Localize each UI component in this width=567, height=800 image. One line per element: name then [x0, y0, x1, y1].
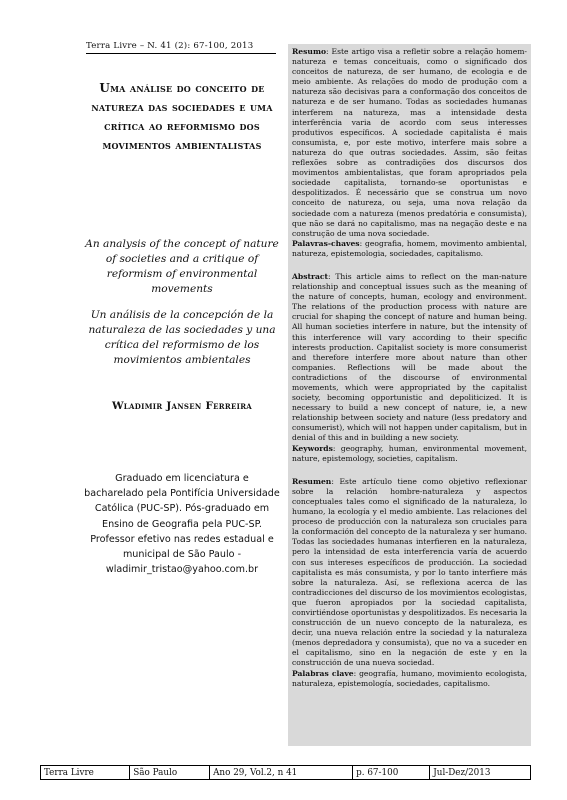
abstract-en-label: Abstract [292, 271, 329, 281]
title-spanish: Un análisis de la concepción de la naturaleza de las sociedades y una crítica del reformismo de los movimientos ambientales [88, 309, 276, 366]
keywords-portuguese [292, 239, 527, 259]
keywords-es-text: : geografía, humano, movimiento ecologista, naturaleza, epistemología, sociedades, capitalismo. [292, 668, 527, 688]
footer-citation-table [40, 765, 531, 780]
keywords-es-label: Palabras clave [292, 668, 354, 678]
author-affiliation: Graduado em licenciatura e bacharelado pela Pontifícia Universidade Católica (PUC-SP). Pós-graduado em Ensino de Geografia pela PUC-SP. Professor efetivo nas redes estadual e municipal de São Paulo - wladimir_tristao@yahoo.com.br [84, 473, 280, 576]
abstract-spanish [292, 477, 527, 669]
footer-pages: p. 67-100 [353, 766, 430, 780]
abstract-english [292, 272, 527, 444]
journal-header: Terra Livre – N. 41 (2): 67-100, 2013 [86, 41, 254, 51]
abstract-es-label: Resumen [292, 476, 332, 486]
keywords-pt-text: : geografia, homem, movimento ambiental, natureza, epistemologia, sociedades, capitalismo. [292, 238, 527, 258]
footer-date: Jul-Dez/2013 [430, 766, 531, 780]
abstract-portuguese [292, 47, 527, 239]
footer-journal: Terra Livre [41, 766, 130, 780]
keywords-spanish [292, 669, 527, 689]
footer-row [41, 766, 531, 780]
keywords-english [292, 444, 527, 464]
footer-city: São Paulo [130, 766, 210, 780]
author-name: Wladimir Jansen Ferreira [111, 400, 253, 412]
abstract-en-text: : This article aims to reflect on the man-nature relationship and conceptual issues such as the meaning of the nature of concepts, human, ecology and environment. The relations of the production process with nature are crucial for shaping the concept of nature and human being. All human societies interfere in nature, but the intensity of this interference will vary according to their specific interests production. Capitalist society is more consumerist and therefore interfere more about nature than other companies. Reflections will be made about the contradictions of the discourse of environmental movements, which were appropriated by the capitalist society, becoming opportunistic and depoliticized. It is necessary to build a new concept of nature, ie, a new relationship between society and nature (less predatory and consumerist), which will not happen under capitalism, but in denial of this and in building a new society. [292, 271, 527, 443]
footer-volume: Ano 29, Vol.2, n 41 [210, 766, 353, 780]
abstract-pt-text: : Este artigo visa a refletir sobre a relação homem-natureza e temas conceituais, como o significado dos conceitos de natureza, de ser humano, de ecologia e de meio ambiente. As relações do modo de produção com a natureza são decisivas para a conformação dos conceitos de natureza e de ser humano. Todas as sociedades humanas interferem na natureza, mas a intensidade desta interferência varia de acordo com seus interesses produtivos específicos. A sociedade capitalista é mais consumista, e, por este motivo, interfere mais sobre a natureza do que outras sociedades. Assim, são feitas reflexões sobre as contradições dos discursos dos movimentos ambientalistas, que foram apropriados pela sociedade capitalista, tornando-se oportunistas e despolitizados. É necessário que se construa um novo conceito de natureza, ou seja, uma nova relação da sociedade com a natureza (menos predatória e consumista), que não se dará no capitalismo, mas na negação deste e na construção de uma nova sociedade. [292, 47, 527, 238]
abstracts-panel [288, 44, 531, 746]
title-english: An analysis of the concept of nature of societies and a critique of reformism of environmental movements [85, 238, 279, 295]
keywords-pt-label: Palavras-chaves [292, 238, 360, 248]
keywords-en-label: Keywords [292, 443, 333, 453]
title-portuguese: Uma análise do conceito de natureza das sociedades e uma crítica ao reformismo dos movimentos ambientalistas [91, 81, 273, 152]
abstract-es-text: : Este artículo tiene como objetivo reflexionar sobre la relación hombre-naturaleza y aspectos conceptuales tales como el significado de la naturaleza, lo humano, la ecología y el medio ambiente. Las relaciones del proceso de producción con la naturaleza son cruciales para la conformación del concepto de la naturaleza y ser humano. Todas las sociedades humanas interfieren en la naturaleza, pero la intensidad de esta interferencia varía de acuerdo con sus intereses específicos de producción. La sociedad capitalista es más consumista, y por lo tanto interfiere más sobre la naturaleza. Así, se reflexiona acerca de las contradicciones del discurso de los movimientos ecologistas, que fueron apropiados por la sociedad capitalista, convirtiéndose oportunistas y despolitizados. Es necesaria la construcción de un nuevo concepto de la naturaleza, es decir, una nueva relación entre la sociedad y la naturaleza (menos depredadora y consumista), que no va a suceder en el capitalismo, sino en la negación de este y en la construcción de una nueva sociedad. [292, 476, 527, 668]
abstract-pt-label: Resumo [292, 47, 327, 56]
keywords-en-text: : geography, human, environmental movement, nature, epistemology, societies, capitalism. [292, 443, 527, 463]
header-rule [86, 53, 276, 54]
